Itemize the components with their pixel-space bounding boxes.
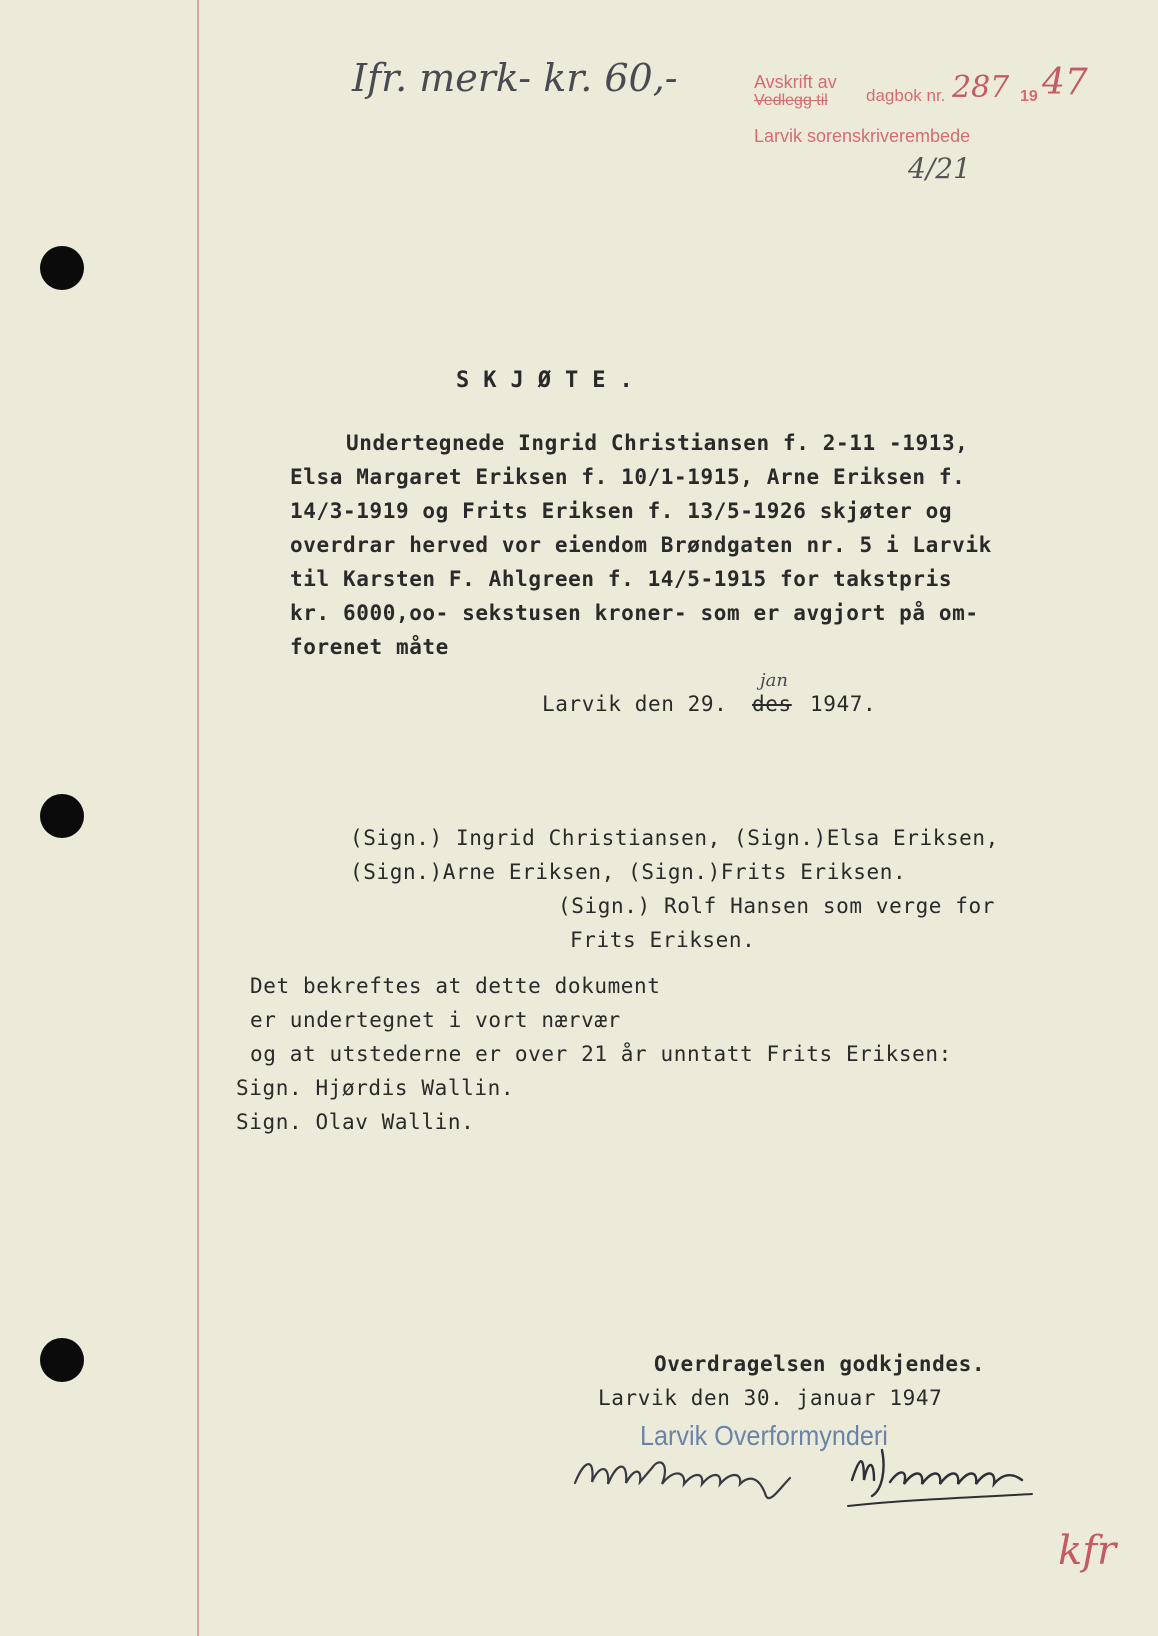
body-line-3: 14/3-1919 og Frits Eriksen f. 13/5-1926 skjøter og: [290, 499, 953, 523]
stamp-year-prefix: 19: [1020, 88, 1038, 105]
place-date-suffix: 1947.: [810, 692, 877, 716]
stamp-dagbok-label: dagbok nr.: [866, 86, 946, 105]
approval-line-1: Overdragelsen godkjendes.: [654, 1352, 986, 1376]
witness-line-4: Sign. Hjørdis Wallin.: [236, 1076, 515, 1100]
witness-line-2: er undertegnet i vort nærvær: [250, 1008, 621, 1032]
overformynderi-stamp: Larvik Overformynderi: [640, 1420, 888, 1451]
witness-line-5: Sign. Olav Wallin.: [236, 1110, 475, 1134]
signature-line-1: (Sign.) Ingrid Christiansen, (Sign.)Elsa Eriksen,: [350, 826, 999, 850]
body-line-6: kr. 6000,oo- sekstusen kroner- som er avgjort på om-: [290, 601, 979, 625]
handwritten-initials: kfr: [1058, 1528, 1117, 1574]
approval-line-2: Larvik den 30. januar 1947: [598, 1386, 943, 1410]
signature-line-2: (Sign.)Arne Eriksen, (Sign.)Frits Eriksen.: [350, 860, 907, 884]
handwritten-signature-left: [570, 1438, 810, 1508]
body-line-1: Undertegnede Ingrid Christiansen f. 2-11 -1913,: [346, 431, 969, 455]
handwritten-signature-right: [842, 1440, 1042, 1520]
punch-hole-middle: [40, 794, 84, 838]
handwritten-date-fraction: 4/21: [908, 152, 971, 185]
red-margin-line: [197, 0, 199, 1636]
punch-hole-bottom: [40, 1338, 84, 1382]
document-title: SKJØTE.: [456, 368, 647, 393]
handwritten-fee-note: Ifr. merk- kr. 60,-: [352, 56, 678, 100]
handwritten-year-digits: 47: [1042, 62, 1088, 103]
handwritten-dagbok-number: 287: [952, 70, 1010, 105]
stamp-avskrift-label: Avskrift av: [754, 72, 837, 92]
place-date-struck-month: des: [752, 692, 792, 716]
stamp-vedlegg-label: Vedlegg til: [754, 92, 828, 109]
body-line-4: overdrar herved vor eiendom Brøndgaten nr. 5 i Larvik: [290, 533, 992, 557]
signature-line-4: Frits Eriksen.: [570, 928, 756, 952]
place-date-prefix: Larvik den 29.: [542, 692, 728, 716]
handwritten-month-correction: jan: [760, 670, 788, 691]
witness-line-1: Det bekreftes at dette dokument: [250, 974, 661, 998]
witness-line-3: og at utstederne er over 21 år unntatt Frits Eriksen:: [250, 1042, 952, 1066]
body-line-5: til Karsten F. Ahlgreen f. 14/5-1915 for takstpris: [290, 567, 953, 591]
body-line-7: forenet måte: [290, 635, 449, 659]
body-line-2: Elsa Margaret Eriksen f. 10/1-1915, Arne Eriksen f.: [290, 465, 966, 489]
signature-line-3: (Sign.) Rolf Hansen som verge for: [558, 894, 996, 918]
stamp-sorenskriver-label: Larvik sorenskriverembede: [754, 126, 971, 146]
punch-hole-top: [40, 246, 84, 290]
